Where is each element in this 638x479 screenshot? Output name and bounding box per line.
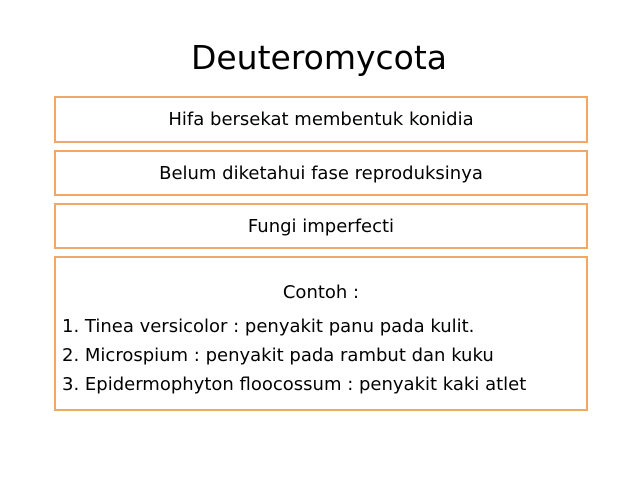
examples-heading: Contoh : — [282, 282, 360, 303]
example-item: 1. Tinea versicolor : penyakit panu pada kulit. — [62, 316, 475, 337]
slide-title: Deuteromycota — [190, 38, 448, 77]
example-item: 2. Microspium : penyakit pada rambut dan kuku — [62, 345, 494, 366]
characteristic-text: Belum diketahui fase reproduksinya — [159, 163, 483, 184]
characteristic-box-reproduction — [54, 150, 588, 196]
characteristic-box-imperfect-fungi — [54, 203, 588, 249]
examples-box — [54, 256, 588, 411]
characteristic-text: Fungi imperfecti — [247, 216, 395, 237]
examples-list — [62, 312, 526, 399]
characteristic-text: Hifa bersekat membentuk konidia — [168, 109, 474, 130]
example-item: 3. Epidermophyton floocossum : penyakit kaki atlet — [62, 374, 527, 395]
characteristic-box-hyphae — [54, 96, 588, 143]
